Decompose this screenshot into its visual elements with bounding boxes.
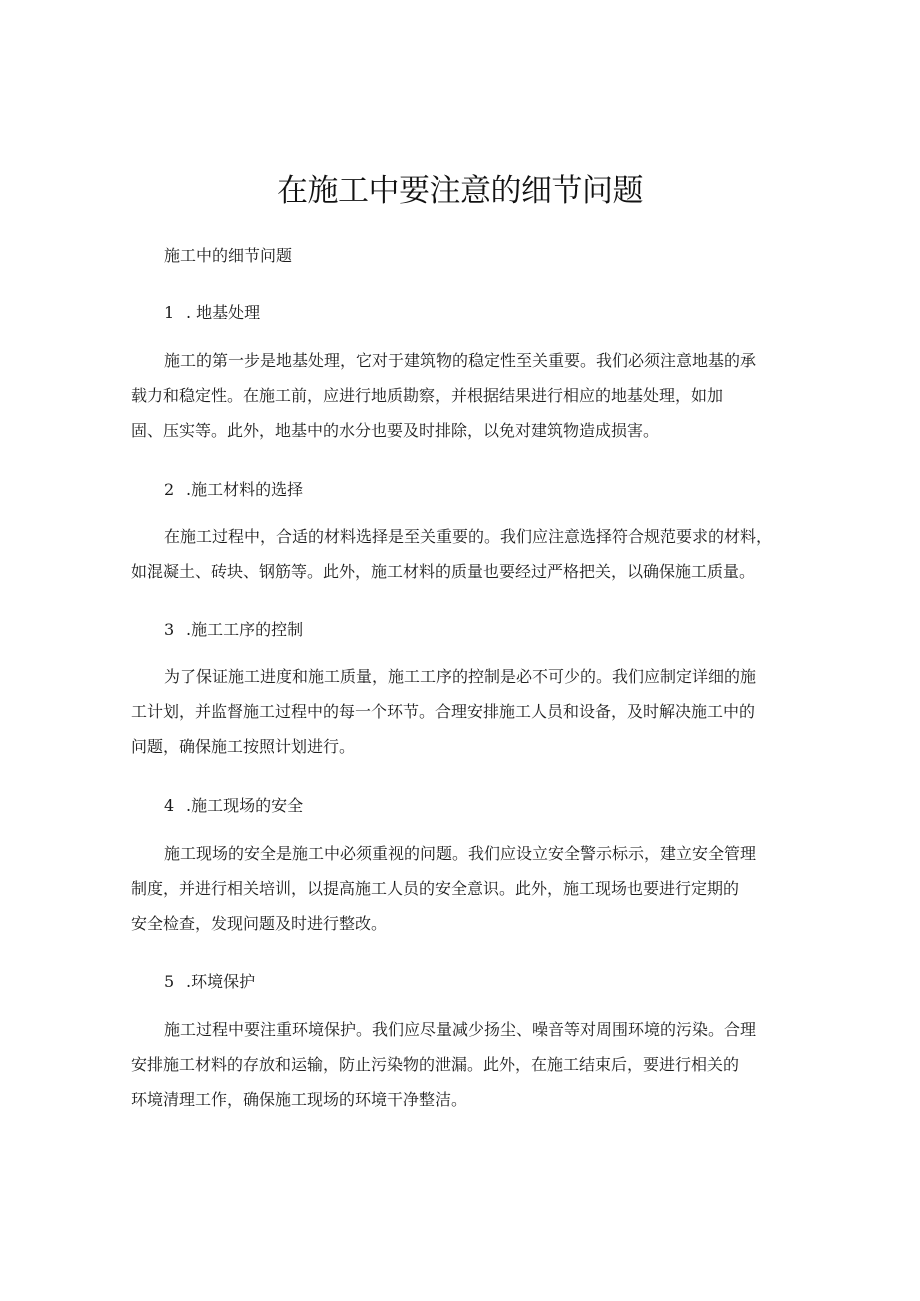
section-number: 2 xyxy=(164,480,175,499)
section-heading-text: .施工材料的选择 xyxy=(186,480,304,499)
section-number: 5 xyxy=(164,972,175,991)
section-heading-3 xyxy=(164,617,303,640)
paragraph-line: 安排施工材料的存放和运输，防止污染物的泄漏。此外，在施工结束后，要进行相关的 xyxy=(131,1055,740,1074)
section-number: 1 xyxy=(164,303,175,322)
section-paragraph-4 xyxy=(131,836,756,941)
section-heading-1 xyxy=(164,300,260,323)
paragraph-line: 施工的第一步是地基处理，它对于建筑物的稳定性至关重要。我们必须注意地基的承 xyxy=(164,351,757,370)
section-heading-2 xyxy=(164,477,303,500)
document-subtitle: 施工中的细节问题 xyxy=(164,246,293,265)
section-paragraph-1 xyxy=(131,343,756,448)
section-paragraph-5 xyxy=(131,1012,756,1117)
section-number: 4 xyxy=(164,796,175,815)
section-heading-4 xyxy=(164,793,303,816)
paragraph-line: 如混凝土、砖块、钢筋等。此外，施工材料的质量也要经过严格把关，以确保施工质量。 xyxy=(131,562,756,581)
paragraph-line: 载力和稳定性。在施工前，应进行地质勘察，并根据结果进行相应的地基处理，如加 xyxy=(131,386,724,405)
section-paragraph-2 xyxy=(131,519,772,589)
paragraph-line: 施工现场的安全是施工中必须重视的问题。我们应设立安全警示标示，建立安全管理 xyxy=(164,844,757,863)
paragraph-line: 为了保证施工进度和施工质量，施工工序的控制是必不可少的。我们应制定详细的施 xyxy=(164,667,757,686)
paragraph-line: 施工过程中要注重环境保护。我们应尽量减少扬尘、噪音等对周围环境的污染。合理 xyxy=(164,1020,757,1039)
page-title: 在施工中要注意的细节问题 xyxy=(277,173,643,209)
paragraph-line: 问题，确保施工按照计划进行。 xyxy=(131,737,356,756)
section-heading-5 xyxy=(164,969,255,992)
paragraph-line: 环境清理工作，确保施工现场的环境干净整洁。 xyxy=(131,1090,468,1109)
section-heading-text: .环境保护 xyxy=(186,972,256,991)
section-paragraph-3 xyxy=(131,659,756,764)
paragraph-line: 安全检查，发现问题及时进行整改。 xyxy=(131,914,388,933)
paragraph-line: 工计划，并监督施工过程中的每一个环节。合理安排施工人员和设备，及时解决施工中的 xyxy=(131,702,756,721)
section-heading-text: .施工现场的安全 xyxy=(186,796,304,815)
paragraph-line: 在施工过程中，合适的材料选择是至关重要的。我们应注意选择符合规范要求的材料， xyxy=(164,527,773,546)
paragraph-line: 固、压实等。此外，地基中的水分也要及时排除，以免对建筑物造成损害。 xyxy=(131,421,660,440)
section-number: 3 xyxy=(164,620,175,639)
section-heading-text: .施工工序的控制 xyxy=(186,620,304,639)
section-heading-text: . 地基处理 xyxy=(186,303,261,322)
paragraph-line: 制度，并进行相关培训，以提高施工人员的安全意识。此外，施工现场也要进行定期的 xyxy=(131,879,740,898)
